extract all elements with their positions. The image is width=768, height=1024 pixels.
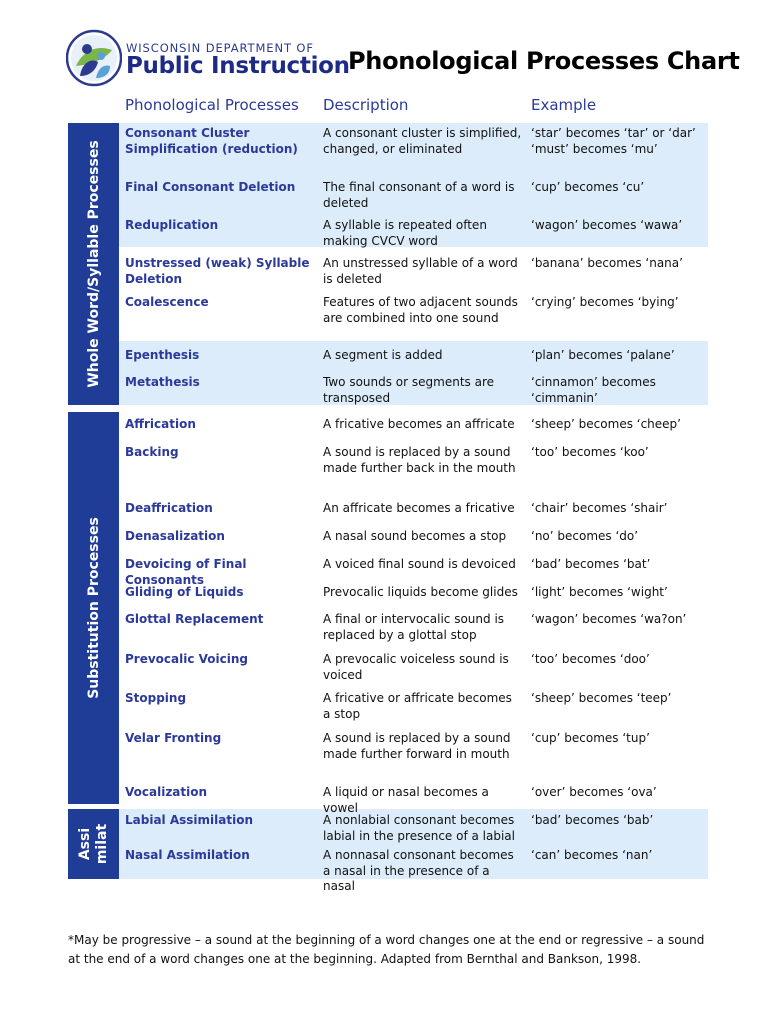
process-name: Nasal Assimilation [125,848,250,862]
process-description: A fricative or affricate becomes a stop [323,691,512,721]
group-label-text: Substitution Processes [85,517,102,699]
process-example: ‘sheep’ becomes ‘cheep’ [531,417,681,431]
process-example: ‘cup’ becomes ‘tup’ [531,731,650,745]
dpi-emblem-icon [66,28,122,88]
org-name-line1: WISCONSIN DEPARTMENT OF [126,41,314,55]
process-name: Coalescence [125,295,209,309]
process-description: Prevocalic liquids become glides [323,585,518,599]
process-name: Labial Assimilation [125,813,253,827]
page-title: Phonological Processes Chart [348,47,740,75]
process-description: A syllable is repeated often making CVCV word [323,218,487,248]
process-name: Glottal Replacement [125,612,264,626]
process-example: ‘crying’ becomes ‘bying’ [531,295,679,309]
process-example: ‘no’ becomes ‘do’ [531,529,639,543]
process-description: Features of two adjacent sounds are combined into one sound [323,295,518,325]
process-name: Epenthesis [125,348,200,362]
footnote: *May be progressive – a sound at the beginning of a word changes one at the end or regressive – a sound at the end of a word changes one at the beginning. Adapted from Bernthal and Bankson, 1998. [68,933,705,966]
process-example: ‘too’ becomes ‘koo’ [531,445,649,459]
process-name: Consonant Cluster Simplification (reduction) [125,126,298,156]
process-name: Devoicing of Final Consonants [125,557,247,587]
process-name: Deaffrication [125,501,213,515]
process-example: ‘wagon’ becomes ‘wawa’ [531,218,683,232]
process-description: An unstressed syllable of a word is deleted [323,256,518,286]
process-example: ‘sheep’ becomes ‘teep’ [531,691,672,705]
process-description: A nasal sound becomes a stop [323,529,507,543]
process-description: Two sounds or segments are transposed [323,375,494,405]
column-header-description: Description [323,96,409,114]
process-name: Denasalization [125,529,225,543]
process-example: ‘chair’ becomes ‘shair’ [531,501,668,515]
process-example: ‘banana’ becomes ‘nana’ [531,256,683,270]
process-example: ‘plan’ becomes ‘palane’ [531,348,675,362]
process-description: An affricate becomes a fricative [323,501,515,515]
group-label-text: Whole Word/Syllable Processes [85,140,102,388]
process-name: Prevocalic Voicing [125,652,248,666]
process-example: ‘over’ becomes ‘ova’ [531,785,657,799]
process-description: A sound is replaced by a sound made further back in the mouth [323,445,516,475]
column-header-example: Example [531,96,597,114]
process-description: A nonnasal consonant becomes a nasal in the presence of a nasal [323,848,514,893]
process-description: The final consonant of a word is deleted [323,180,515,210]
process-example: ‘can’ becomes ‘nan’ [531,848,653,862]
process-name: Affrication [125,417,196,431]
group-label-text: Assi milat [76,823,110,865]
dpi-logo [66,28,350,90]
process-description: A prevocalic voiceless sound is voiced [323,652,509,682]
group-label-assimilation [68,809,119,879]
process-example: ‘cup’ becomes ‘cu’ [531,180,645,194]
process-description: A fricative becomes an affricate [323,417,515,431]
process-name: Vocalization [125,785,208,799]
process-example: ‘bad’ becomes ‘bat’ [531,557,651,571]
process-name: Unstressed (weak) Syllable Deletion [125,256,310,286]
process-description: A voiced final sound is devoiced [323,557,516,571]
process-name: Stopping [125,691,187,705]
process-example: ‘cinnamon’ becomes ‘cimmanin’ [531,375,656,405]
process-name: Gliding of Liquids [125,585,244,599]
org-name-line2: Public Instruction [126,53,350,79]
process-description: A nonlabial consonant becomes labial in the presence of a labial [323,813,515,843]
process-name: Reduplication [125,218,219,232]
process-description: A segment is added [323,348,443,362]
process-example: ‘bad’ becomes ‘bab’ [531,813,654,827]
column-header-process: Phonological Processes [125,96,299,114]
group-label-substitution [68,412,119,804]
process-description: A consonant cluster is simplified, changed, or eliminated [323,126,522,156]
process-description: A sound is replaced by a sound made further forward in mouth [323,731,511,761]
process-name: Metathesis [125,375,200,389]
process-example: ‘light’ becomes ‘wight’ [531,585,668,599]
process-example: ‘too’ becomes ‘doo’ [531,652,650,666]
process-name: Velar Fronting [125,731,222,745]
process-name: Backing [125,445,179,459]
process-name: Final Consonant Deletion [125,180,296,194]
process-description: A liquid or nasal becomes a vowel [323,785,489,815]
process-example: ‘star’ becomes ‘tar’ or ‘dar’ ‘must’ becomes ‘mu’ [531,126,696,156]
group-label-whole-word [68,123,119,405]
process-description: A final or intervocalic sound is replaced by a glottal stop [323,612,505,642]
process-example: ‘wagon’ becomes ‘wa?on’ [531,612,687,626]
